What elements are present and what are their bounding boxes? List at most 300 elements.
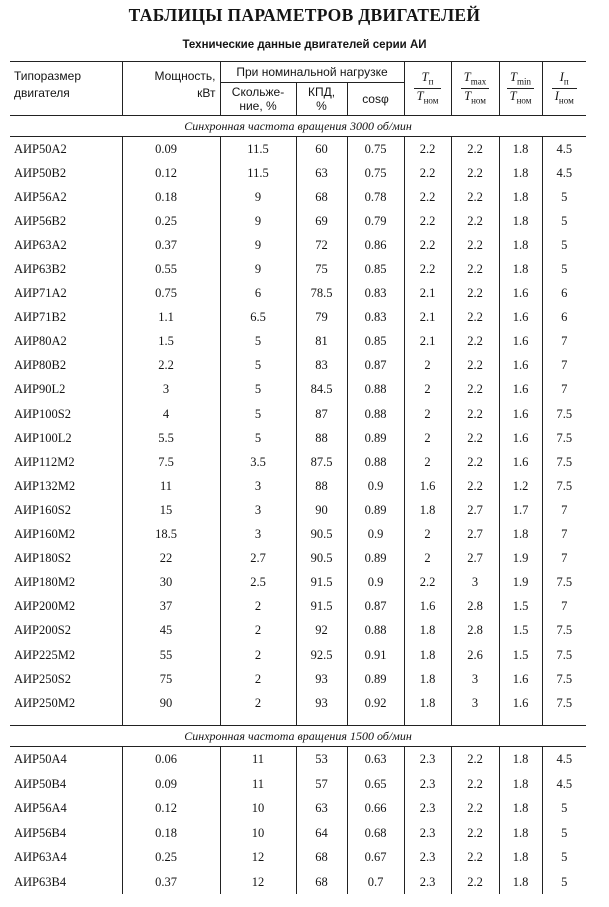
tmin-ratio-cell: 1.6	[499, 330, 542, 354]
table-row	[10, 643, 586, 667]
tp-ratio-cell: 2.1	[404, 330, 451, 354]
slip-cell: 6	[220, 282, 296, 306]
ip-ratio-cell: 7	[542, 595, 586, 619]
header-slip-line1: Скольже-	[231, 85, 285, 99]
cos-phi-cell: 0.68	[347, 821, 404, 846]
tp-ratio-cell: 1.8	[404, 691, 451, 715]
power-cell: 15	[122, 498, 220, 522]
motor-type-cell: АИР56А2	[14, 189, 67, 204]
tmin-ratio-cell: 1.8	[499, 523, 542, 547]
table-row	[10, 402, 586, 426]
power-cell: 5.5	[122, 426, 220, 450]
gap-cell	[10, 715, 122, 726]
efficiency-cell: 57	[296, 772, 347, 797]
motor-type-cell: АИР56В4	[14, 825, 67, 840]
tmin-ratio-cell: 1.8	[499, 845, 542, 870]
header-efficiency-line2: %	[316, 99, 327, 113]
power-cell: 0.12	[122, 796, 220, 821]
efficiency-cell: 78.5	[296, 282, 347, 306]
efficiency-cell: 63	[296, 161, 347, 185]
gap-cell	[122, 715, 220, 726]
tp-ratio-cell: 2	[404, 378, 451, 402]
motor-type-cell: АИР63А2	[14, 237, 67, 252]
tp-ratio-cell: 1.8	[404, 667, 451, 691]
cos-phi-cell: 0.88	[347, 619, 404, 643]
ip-ratio-cell: 5	[542, 233, 586, 257]
power-cell: 0.18	[122, 821, 220, 846]
table-row	[10, 330, 586, 354]
cos-phi-cell: 0.92	[347, 691, 404, 715]
power-cell: 45	[122, 619, 220, 643]
power-cell: 30	[122, 571, 220, 595]
power-cell: 37	[122, 595, 220, 619]
power-cell: 22	[122, 547, 220, 571]
slip-cell: 10	[220, 821, 296, 846]
gap-cell	[220, 715, 296, 726]
cos-phi-cell: 0.9	[347, 474, 404, 498]
ip-ratio-cell: 5	[542, 845, 586, 870]
table-row	[10, 209, 586, 233]
table-row	[10, 498, 586, 522]
motor-type-cell: АИР250S2	[14, 671, 71, 686]
table-row	[10, 137, 586, 162]
table-row	[10, 426, 586, 450]
slip-cell: 10	[220, 796, 296, 821]
tp-ratio-cell: 2	[404, 354, 451, 378]
section-label: Синхронная частота вращения 3000 об/мин	[10, 116, 586, 137]
tp-ratio-cell: 2.1	[404, 306, 451, 330]
power-cell: 2.2	[122, 354, 220, 378]
ip-denominator: I	[554, 89, 559, 103]
power-cell: 75	[122, 667, 220, 691]
tmax-ratio-cell: 2.2	[451, 330, 499, 354]
ip-ratio-cell: 4.5	[542, 772, 586, 797]
table-row	[10, 257, 586, 281]
table-row	[10, 450, 586, 474]
slip-cell: 5	[220, 330, 296, 354]
tp-ratio-cell: 1.8	[404, 619, 451, 643]
power-cell: 0.18	[122, 185, 220, 209]
slip-cell: 6.5	[220, 306, 296, 330]
slip-cell: 12	[220, 870, 296, 895]
slip-cell: 5	[220, 354, 296, 378]
tmin-ratio-cell: 1.8	[499, 772, 542, 797]
ip-ratio-cell: 7.5	[542, 474, 586, 498]
ip-ratio-cell: 7	[542, 378, 586, 402]
tmax-denominator: T	[464, 89, 472, 103]
slip-cell: 2	[220, 619, 296, 643]
tmin-ratio-cell: 1.2	[499, 474, 542, 498]
cos-phi-cell: 0.78	[347, 185, 404, 209]
ip-numerator-sub: п	[563, 76, 569, 86]
cos-phi-cell: 0.66	[347, 796, 404, 821]
cos-phi-cell: 0.88	[347, 450, 404, 474]
efficiency-cell: 79	[296, 306, 347, 330]
tmin-ratio-cell: 1.8	[499, 161, 542, 185]
table-row	[10, 306, 586, 330]
motor-type-cell: АИР80В2	[14, 358, 67, 373]
cos-phi-cell: 0.63	[347, 747, 404, 772]
tmax-ratio-cell: 2.8	[451, 595, 499, 619]
efficiency-cell: 68	[296, 845, 347, 870]
slip-cell: 12	[220, 845, 296, 870]
tmin-ratio-cell: 1.8	[499, 233, 542, 257]
table-row	[10, 523, 586, 547]
tmin-ratio-cell: 1.7	[499, 498, 542, 522]
tmax-ratio-cell: 2.2	[451, 747, 499, 772]
efficiency-cell: 92	[296, 619, 347, 643]
tp-ratio-cell: 2.2	[404, 185, 451, 209]
slip-cell: 11.5	[220, 137, 296, 162]
tmax-ratio-cell: 2.2	[451, 845, 499, 870]
motor-type-cell: АИР200М2	[14, 599, 76, 614]
ip-ratio-cell: 5	[542, 209, 586, 233]
slip-cell: 9	[220, 233, 296, 257]
tmax-ratio-cell: 2.2	[451, 450, 499, 474]
motor-type-cell: АИР180М2	[14, 575, 76, 590]
tmax-ratio-cell: 2.2	[451, 821, 499, 846]
tmax-numerator-sub: max	[470, 76, 487, 86]
tp-ratio-cell: 2.3	[404, 821, 451, 846]
cos-phi-cell: 0.65	[347, 772, 404, 797]
cos-phi-cell: 0.83	[347, 282, 404, 306]
slip-cell: 9	[220, 185, 296, 209]
efficiency-cell: 90	[296, 498, 347, 522]
slip-cell: 2	[220, 691, 296, 715]
tp-ratio-cell: 2.2	[404, 137, 451, 162]
tmax-ratio-cell: 2.2	[451, 233, 499, 257]
cos-phi-cell: 0.75	[347, 137, 404, 162]
cos-phi-cell: 0.89	[347, 547, 404, 571]
tmax-ratio-cell: 2.2	[451, 257, 499, 281]
table-row	[10, 282, 586, 306]
tmin-ratio-cell: 1.8	[499, 796, 542, 821]
cos-phi-cell: 0.85	[347, 257, 404, 281]
motor-type-cell: АИР63В2	[14, 262, 67, 277]
cos-phi-cell: 0.79	[347, 209, 404, 233]
power-cell: 90	[122, 691, 220, 715]
tmin-ratio-cell: 1.6	[499, 450, 542, 474]
ip-ratio-cell: 4.5	[542, 161, 586, 185]
gap-cell	[347, 715, 404, 726]
ip-ratio-cell: 5	[542, 257, 586, 281]
slip-cell: 3	[220, 474, 296, 498]
tmax-ratio-cell: 3	[451, 667, 499, 691]
tmin-ratio-cell: 1.6	[499, 402, 542, 426]
tmax-ratio-cell: 3	[451, 691, 499, 715]
motor-type-cell: АИР250М2	[14, 695, 76, 710]
efficiency-cell: 68	[296, 870, 347, 895]
tmin-ratio-cell: 1.5	[499, 595, 542, 619]
slip-cell: 11	[220, 772, 296, 797]
gap-cell	[296, 715, 347, 726]
slip-cell: 5	[220, 426, 296, 450]
cos-phi-cell: 0.83	[347, 306, 404, 330]
ip-ratio-cell: 5	[542, 870, 586, 895]
efficiency-cell: 81	[296, 330, 347, 354]
table-body	[10, 116, 586, 895]
tmax-ratio-cell: 2.7	[451, 498, 499, 522]
tmax-ratio-cell: 2.2	[451, 306, 499, 330]
efficiency-cell: 68	[296, 185, 347, 209]
motor-type-cell: АИР63В4	[14, 874, 67, 889]
tmin-denominator: T	[509, 89, 517, 103]
tmax-denominator-sub: ном	[471, 95, 486, 106]
efficiency-cell: 84.5	[296, 378, 347, 402]
tmax-ratio-cell: 2.2	[451, 772, 499, 797]
ip-ratio-cell: 6	[542, 282, 586, 306]
motor-type-cell: АИР50В4	[14, 776, 67, 791]
tmax-ratio-cell: 2.2	[451, 796, 499, 821]
tmin-ratio-cell: 1.6	[499, 306, 542, 330]
cos-phi-cell: 0.75	[347, 161, 404, 185]
motor-type-cell: АИР112М2	[14, 454, 75, 469]
cos-phi-cell: 0.89	[347, 426, 404, 450]
tp-ratio-cell: 2	[404, 523, 451, 547]
efficiency-cell: 90.5	[296, 523, 347, 547]
ip-ratio-cell: 7.5	[542, 667, 586, 691]
ip-ratio-cell: 7.5	[542, 402, 586, 426]
power-cell: 55	[122, 643, 220, 667]
motor-type-cell: АИР132М2	[14, 478, 76, 493]
cos-phi-cell: 0.86	[347, 233, 404, 257]
power-cell: 0.75	[122, 282, 220, 306]
slip-cell: 5	[220, 378, 296, 402]
tmax-ratio-cell: 2.2	[451, 185, 499, 209]
cos-phi-cell: 0.9	[347, 571, 404, 595]
motor-type-cell: АИР63А4	[14, 850, 67, 864]
header-slip	[220, 83, 296, 116]
tmax-ratio-cell: 2.2	[451, 378, 499, 402]
table-row	[10, 667, 586, 691]
table-row	[10, 474, 586, 498]
tp-fraction	[414, 70, 442, 108]
slip-cell: 3	[220, 498, 296, 522]
header-nominal-load: При номинальной нагрузке	[220, 62, 404, 83]
ip-ratio-cell: 7	[542, 354, 586, 378]
tmin-numerator-sub: min	[516, 76, 531, 86]
tmax-ratio-cell: 2.2	[451, 161, 499, 185]
ip-ratio-cell: 7	[542, 330, 586, 354]
efficiency-cell: 83	[296, 354, 347, 378]
table-row	[10, 619, 586, 643]
motor-type-cell: АИР71А2	[14, 286, 67, 301]
table-row	[10, 547, 586, 571]
power-cell: 0.37	[122, 233, 220, 257]
header-tp-ratio	[404, 62, 451, 116]
tmin-numerator: T	[510, 69, 517, 84]
ip-fraction	[552, 70, 577, 108]
power-cell: 4	[122, 402, 220, 426]
table-row	[10, 691, 586, 715]
tmin-fraction	[507, 70, 535, 108]
tmin-ratio-cell: 1.8	[499, 209, 542, 233]
ip-ratio-cell: 5	[542, 796, 586, 821]
section-header-row	[10, 116, 586, 137]
tmax-ratio-cell: 2.2	[451, 402, 499, 426]
tmin-ratio-cell: 1.8	[499, 137, 542, 162]
efficiency-cell: 93	[296, 691, 347, 715]
tp-denominator-sub: ном	[423, 95, 439, 106]
tp-ratio-cell: 2.2	[404, 257, 451, 281]
tmin-ratio-cell: 1.9	[499, 571, 542, 595]
header-cos-phi: cosφ	[347, 83, 404, 116]
section-header-row	[10, 726, 586, 747]
tmin-ratio-cell: 1.6	[499, 691, 542, 715]
cos-phi-cell: 0.67	[347, 845, 404, 870]
power-cell: 0.06	[122, 747, 220, 772]
tp-ratio-cell: 1.8	[404, 643, 451, 667]
motor-type-cell: АИР180S2	[14, 551, 71, 566]
table-row	[10, 845, 586, 870]
power-cell: 0.37	[122, 870, 220, 895]
tmax-ratio-cell: 2.7	[451, 547, 499, 571]
tmax-fraction	[461, 70, 489, 108]
tmax-ratio-cell: 2.2	[451, 474, 499, 498]
header-motor-type	[10, 62, 122, 116]
tp-denominator: T	[416, 89, 424, 103]
page-title: ТАБЛИЦЫ ПАРАМЕТРОВ ДВИГАТЕЛЕЙ	[128, 5, 481, 25]
tp-ratio-cell: 2.3	[404, 772, 451, 797]
ip-numerator: I	[559, 69, 564, 84]
tmin-ratio-cell: 1.5	[499, 643, 542, 667]
gap-cell	[451, 715, 499, 726]
tp-ratio-cell: 2.2	[404, 161, 451, 185]
ip-ratio-cell: 7.5	[542, 571, 586, 595]
cos-phi-cell: 0.87	[347, 354, 404, 378]
ip-ratio-cell: 4.5	[542, 137, 586, 162]
cos-phi-cell: 0.88	[347, 378, 404, 402]
table-row	[10, 821, 586, 846]
cos-phi-cell: 0.89	[347, 667, 404, 691]
ip-ratio-cell: 7.5	[542, 450, 586, 474]
power-cell: 11	[122, 474, 220, 498]
efficiency-cell: 91.5	[296, 595, 347, 619]
ip-ratio-cell: 7	[542, 498, 586, 522]
tmin-ratio-cell: 1.8	[499, 257, 542, 281]
header-tmax-ratio	[451, 62, 499, 116]
header-power	[122, 62, 220, 116]
motor-type-cell: АИР100L2	[14, 430, 72, 445]
slip-cell: 11	[220, 747, 296, 772]
tmin-ratio-cell: 1.6	[499, 282, 542, 306]
efficiency-cell: 87.5	[296, 450, 347, 474]
tmin-ratio-cell: 1.6	[499, 378, 542, 402]
power-cell: 0.09	[122, 772, 220, 797]
motor-type-cell: АИР50А2	[14, 141, 67, 156]
tmax-ratio-cell: 3	[451, 571, 499, 595]
table-row	[10, 571, 586, 595]
tmax-ratio-cell: 2.2	[451, 209, 499, 233]
tmax-ratio-cell: 2.2	[451, 354, 499, 378]
ip-ratio-cell: 6	[542, 306, 586, 330]
gap-cell	[499, 715, 542, 726]
power-cell: 0.12	[122, 161, 220, 185]
tmin-ratio-cell: 1.6	[499, 354, 542, 378]
slip-cell: 2	[220, 643, 296, 667]
ip-ratio-cell: 7.5	[542, 426, 586, 450]
header-slip-line2: ние, %	[239, 99, 277, 113]
cos-phi-cell: 0.7	[347, 870, 404, 895]
tmin-denominator-sub: ном	[516, 95, 532, 106]
tmin-ratio-cell: 1.6	[499, 667, 542, 691]
tmax-ratio-cell: 2.6	[451, 643, 499, 667]
tmin-ratio-cell: 1.9	[499, 547, 542, 571]
table-row	[10, 233, 586, 257]
efficiency-cell: 60	[296, 137, 347, 162]
efficiency-cell: 88	[296, 474, 347, 498]
motor-type-cell: АИР71В2	[14, 310, 67, 325]
slip-cell: 2.5	[220, 571, 296, 595]
tmin-ratio-cell: 1.5	[499, 619, 542, 643]
tmax-ratio-cell: 2.2	[451, 282, 499, 306]
tp-numerator: T	[421, 69, 429, 84]
tmax-ratio-cell: 2.8	[451, 619, 499, 643]
tp-ratio-cell: 2.3	[404, 845, 451, 870]
tp-ratio-cell: 2.1	[404, 282, 451, 306]
tp-ratio-cell: 2	[404, 547, 451, 571]
table-row	[10, 772, 586, 797]
header-efficiency-line1: КПД,	[307, 85, 336, 99]
power-cell: 1.5	[122, 330, 220, 354]
tp-ratio-cell: 2	[404, 450, 451, 474]
efficiency-cell: 87	[296, 402, 347, 426]
motor-type-cell: АИР90L2	[14, 382, 66, 397]
ip-ratio-cell: 7.5	[542, 643, 586, 667]
gap-cell	[404, 715, 451, 726]
motor-type-cell: АИР160М2	[14, 527, 76, 542]
slip-cell: 9	[220, 257, 296, 281]
header-efficiency	[296, 83, 347, 116]
tp-ratio-cell: 1.6	[404, 595, 451, 619]
motor-type-cell: АИР80А2	[14, 334, 67, 349]
ip-ratio-cell: 5	[542, 821, 586, 846]
ip-ratio-cell: 7	[542, 523, 586, 547]
tmax-ratio-cell: 2.2	[451, 137, 499, 162]
motor-type-cell: АИР56А4	[14, 801, 67, 815]
tmax-ratio-cell: 2.2	[451, 426, 499, 450]
motor-type-cell: АИР50А4	[14, 752, 67, 766]
slip-cell: 5	[220, 402, 296, 426]
tmax-ratio-cell: 2.7	[451, 523, 499, 547]
tmax-numerator: T	[463, 69, 471, 84]
cos-phi-cell: 0.9	[347, 523, 404, 547]
tmin-ratio-cell: 1.8	[499, 821, 542, 846]
table-row	[10, 378, 586, 402]
header-ip-ratio	[542, 62, 586, 116]
tmin-ratio-cell: 1.8	[499, 747, 542, 772]
slip-cell: 3.5	[220, 450, 296, 474]
tmin-ratio-cell: 1.8	[499, 185, 542, 209]
slip-cell: 2.7	[220, 547, 296, 571]
efficiency-cell: 72	[296, 233, 347, 257]
cos-phi-cell: 0.91	[347, 643, 404, 667]
power-cell: 0.25	[122, 845, 220, 870]
table-row	[10, 747, 586, 772]
tp-numerator-sub: п	[428, 76, 434, 86]
tp-ratio-cell: 2.3	[404, 796, 451, 821]
tp-ratio-cell: 2.2	[404, 233, 451, 257]
ip-ratio-cell: 4.5	[542, 747, 586, 772]
efficiency-cell: 63	[296, 796, 347, 821]
slip-cell: 2	[220, 595, 296, 619]
motor-type-cell: АИР200S2	[14, 623, 71, 638]
tp-ratio-cell: 2	[404, 426, 451, 450]
efficiency-cell: 93	[296, 667, 347, 691]
efficiency-cell: 64	[296, 821, 347, 846]
efficiency-cell: 53	[296, 747, 347, 772]
tp-ratio-cell: 2.2	[404, 209, 451, 233]
